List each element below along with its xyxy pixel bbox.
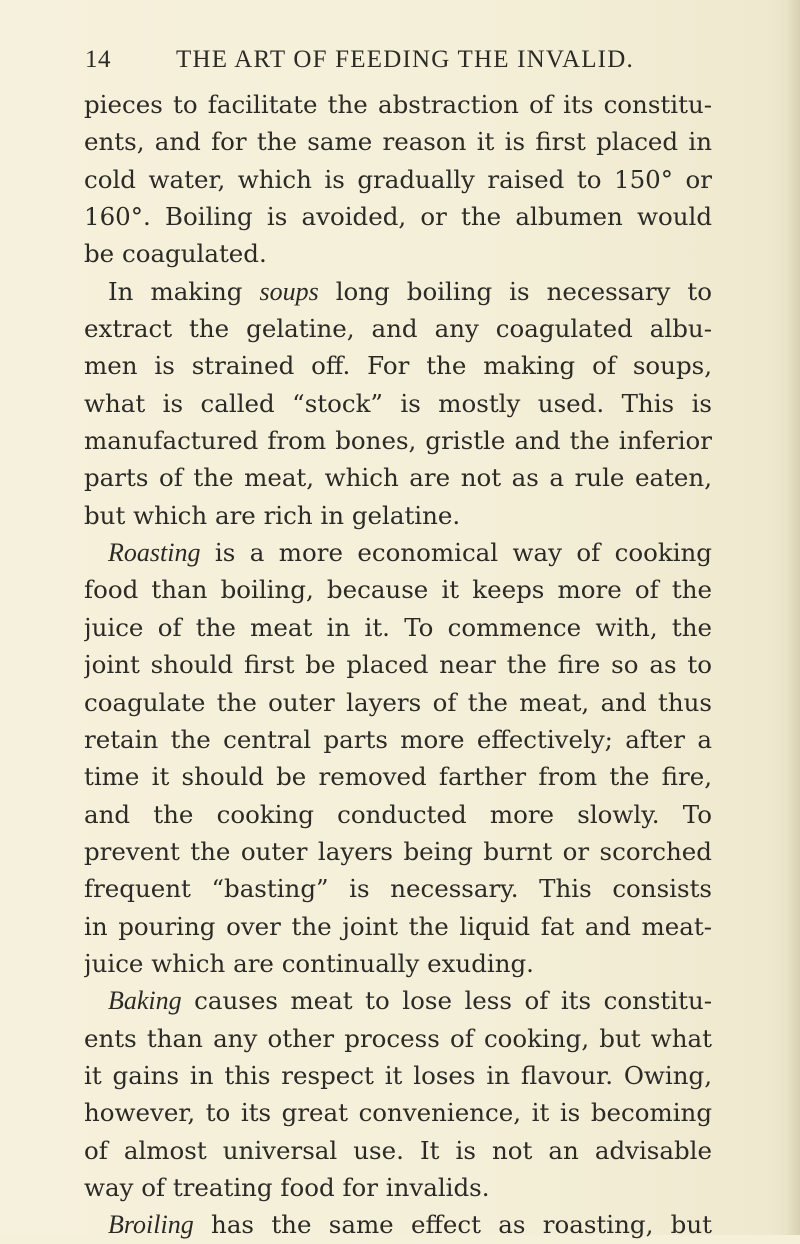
text-line: it gains in this respect it loses in flavour. Owing,: [84, 1060, 712, 1090]
text-line: in pouring over the joint the liquid fat and meat-: [84, 911, 712, 941]
paragraph-baking: Baking causes meat to lose less of its constitu-: [108, 986, 712, 1016]
text-line: manufactured from bones, gristle and the inferior: [84, 426, 712, 456]
text-line: and the cooking conducted more slowly. To: [84, 799, 712, 829]
text-line: ents than any other process of cooking, but what: [84, 1023, 712, 1053]
term-broiling: Broiling: [108, 1210, 194, 1240]
text-line: food than boiling, because it keeps more of the: [84, 575, 712, 605]
text-line: of almost universal use. It is not an advisable: [84, 1135, 712, 1165]
text-line: prevent the outer layers being burnt or scorched: [84, 836, 712, 866]
text-line: juice of the meat in it. To commence with, the: [84, 612, 712, 642]
text-line: but which are rich in gelatine.: [84, 500, 461, 530]
term-baking: Baking: [108, 986, 182, 1016]
text-line: men is strained off. For the making of soups,: [84, 351, 712, 381]
paragraph-soups: In making soups long boiling is necessary to: [108, 276, 712, 306]
text-line: ents, and for the same reason it is first placed in: [84, 127, 712, 157]
text-line: time it should be removed farther from the fire,: [84, 762, 712, 792]
text-line: 160°. Boiling is avoided, or the albumen would: [84, 202, 712, 232]
text-line: way of treating food for invalids.: [84, 1172, 490, 1202]
page-edge-shadow: [786, 0, 800, 1235]
text-line: cold water, which is gradually raised to 150° or: [84, 164, 712, 194]
paragraph-broiling: Broiling has the same effect as roasting, but: [108, 1210, 712, 1240]
text-line: pieces to facilitate the abstraction of its constitu-: [84, 90, 712, 119]
text-line: however, to its great convenience, it is becoming: [84, 1098, 712, 1128]
body-text: [84, 86, 712, 1244]
page-number: 14: [85, 46, 111, 73]
running-title: THE ART OF FEEDING THE INVALID.: [176, 46, 634, 73]
text-line: be coagulated.: [84, 239, 267, 269]
text-line: retain the central parts more effectively; after a: [84, 724, 712, 754]
paragraph-roasting: Roasting is a more economical way of cooking: [108, 538, 712, 568]
text-line: joint should first be placed near the fire so as to: [84, 650, 712, 680]
text-line: juice which are continually exuding.: [84, 948, 534, 978]
term-soups: soups: [259, 276, 319, 306]
text-line: extract the gelatine, and any coagulated albu-: [84, 314, 712, 344]
text-line: parts of the meat, which are not as a rule eaten,: [84, 463, 712, 493]
text-line: frequent “basting” is necessary. This consists: [84, 874, 712, 904]
term-roasting: Roasting: [108, 538, 201, 568]
text-line: what is called “stock” is mostly used. This is: [84, 388, 712, 418]
text-line: coagulate the outer layers of the meat, and thus: [84, 687, 712, 717]
running-head: [68, 46, 736, 76]
